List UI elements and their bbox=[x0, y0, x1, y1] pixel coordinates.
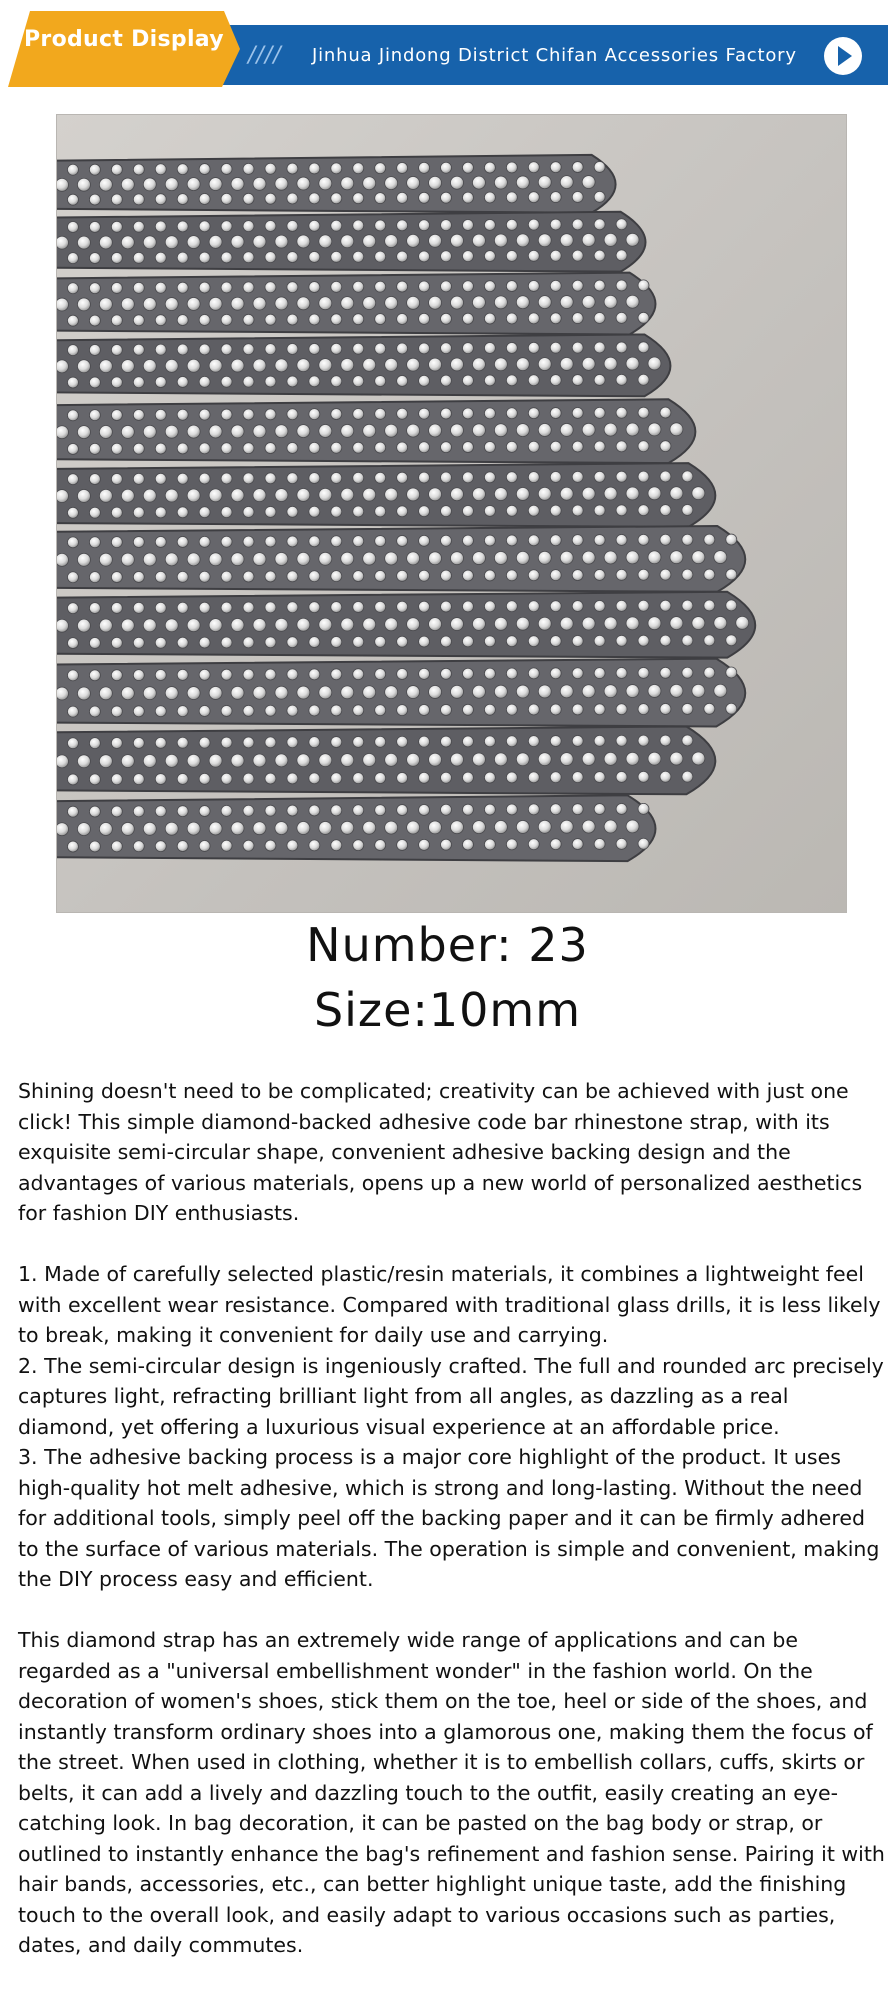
play-arrow-icon[interactable] bbox=[824, 37, 862, 75]
rhinestone-strap-image bbox=[57, 115, 846, 912]
description-intro: Shining doesn't need to be complicated; creativity can be achieved with just one click! This simple diamond-backed adhesive code bar rhinestone strap, with its exquisite semi-circular shape, convenient adhesive backing design and the advantages of various materials, opens up a new world of personalized aesthetics for fashion DIY enthusiasts. bbox=[18, 1079, 863, 1225]
product-photo bbox=[56, 114, 847, 913]
company-name: Jinhua Jindong District Chifan Accessories Factory bbox=[312, 45, 797, 66]
strap-row bbox=[57, 526, 745, 592]
feature-point-3: 3. The adhesive backing process is a major core highlight of the product. It uses high-quality hot melt adhesive, which is strong and long-lasting. Without the need for additional tools, simply peel off the backing paper and it can be firmly adhered to the surface of various materials. The operation is simple and convenient, making the DIY process easy and efficient. bbox=[18, 1445, 880, 1591]
feature-point-1: 1. Made of carefully selected plastic/resin materials, it combines a lightweight feel with excellent wear resistance. Compared with traditional glass drills, it is less likely to break, making it convenient for daily use and carrying. bbox=[18, 1262, 881, 1347]
product-description bbox=[18, 1076, 888, 1961]
paragraph-gap bbox=[18, 1595, 888, 1626]
header-banner bbox=[8, 11, 888, 87]
strap-row bbox=[57, 592, 755, 658]
strap-row bbox=[57, 212, 646, 272]
description-applications: This diamond strap has an extremely wide range of applications and can be regarded as a "universal embellishment wonder" in the fashion world. On the decoration of women's shoes, stick them on the toe, heel or side of the shoes, and instantly transform ordinary shoes into a glamorous one, making them the focus of the street. When used in clothing, whether it is to embellish collars, cuffs, skirts or belts, it can add a lively and dazzling touch to the outfit, easily creating an eye-catching look. In bag decoration, it can be pasted on the bag body or strap, or outlined to instantly enhance the bag's refinement and fashion sense. Pairing it with hair bands, accessories, etc., can better highlight unique taste, add the finishing touch to the overall look, and easily adapt to various occasions such as parties, dates, and daily commutes. bbox=[18, 1628, 885, 1957]
paragraph-gap bbox=[18, 1229, 888, 1260]
header-tab-label: Product Display bbox=[24, 27, 224, 52]
strap-row bbox=[57, 659, 745, 727]
strap-row bbox=[57, 334, 670, 396]
strap-row bbox=[57, 463, 715, 527]
strap-row bbox=[57, 155, 616, 213]
product-number: Number: 23 bbox=[306, 918, 589, 972]
strap-row bbox=[57, 399, 695, 463]
product-size: Size:10mm bbox=[313, 983, 582, 1037]
strap-row bbox=[57, 726, 715, 794]
strap-row bbox=[57, 795, 655, 861]
feature-point-2: 2. The semi-circular design is ingeniously crafted. The full and rounded arc precisely captures light, refracting brilliant light from all angles, as dazzling as a real diamond, yet offering a luxurious visual experience at an affordable price. bbox=[18, 1353, 884, 1439]
header-decoration: //// bbox=[248, 43, 282, 68]
strap-row bbox=[57, 273, 655, 335]
